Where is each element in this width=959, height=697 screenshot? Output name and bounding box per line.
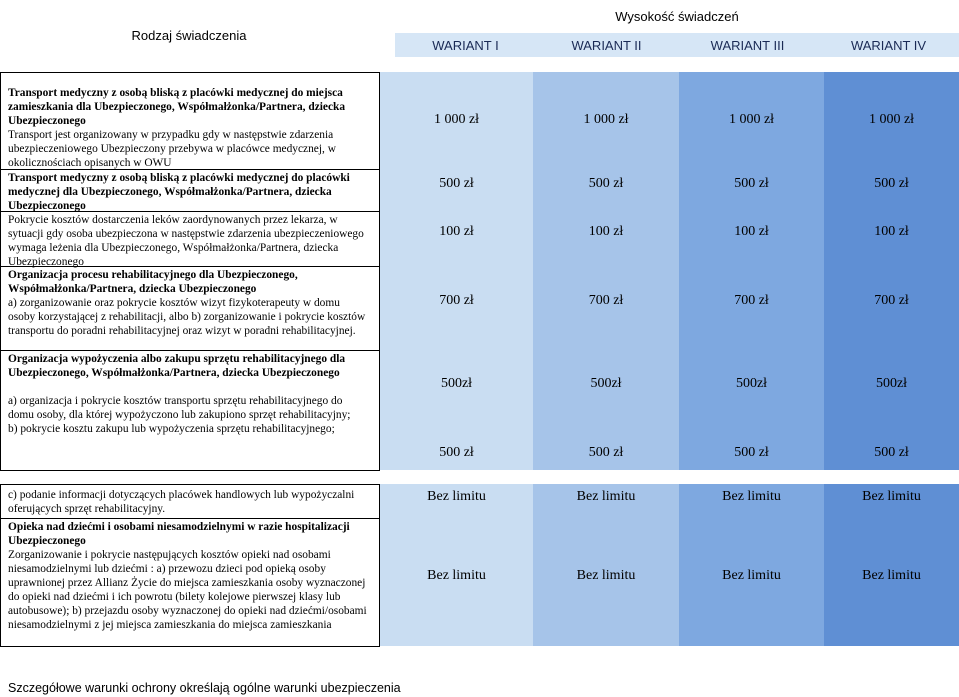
row-7-variant-4-value: Bez limitu [862,489,921,504]
row-5-variant-2-value: 500zł [590,376,622,391]
row-8-variant-3-value: Bez limitu [722,568,781,583]
row-3-variant-2-value: 100 zł [588,224,624,239]
row-5-variant-1-value: 500zł [440,376,473,391]
benefit-description: Zorganizowanie i pokrycie następujących kosztów opieki nad osobami niesamodzielnymi lub dziećmi : a) przewozu dzieci pod opieką osoby uprawnionej przez Allianz Życie do miejsca zamieszkania osoby wyznaczonej do opieki nad dziećmi i ich powrotu (bilety kolejowe pierwszej klasy lub autobusowe); b) przejazdu osoby wyznaczonej do opieki nad dziećmi/osobami niesamodzielnymi z jej miejsca zamieszkania do miejsca zamieszkania [8,549,367,631]
row-8-variant-4-value: Bez limitu [862,568,921,583]
row-1-variant-2-value: 1 000 zł [583,112,629,127]
row-4-variant-4-value: 700 zł [874,293,909,308]
row-8-variant-2-value: Bez limitu [576,568,636,583]
benefit-description: Transport jest organizowany w przypadku gdy w następstwie zdarzenia ubezpieczeniowego Ubezpieczony przebywa w placówce medycznej, w okolicznościach opisanych w OWU [8,129,336,169]
column-header-benefit-amount: Wysokość świadczeń [395,0,959,33]
row-1-variant-3-value: 1 000 zł [728,112,775,127]
row-7-variant-1-value: Bez limitu [427,489,486,504]
benefit-title: Transport medyczny z osobą bliską z placówki medycznej do placówki medycznej dla Ubezpieczonego, Współmałżonka/Partnera, dziecka Ubezpieczonego [8,172,350,212]
variant-3-column [679,72,824,646]
benefit-description: a) organizacja i pokrycie kosztów transportu sprzętu rehabilitacyjnego do domu osoby, dla której wypożyczono lub zakupiono sprzęt rehabilitacyjny; [8,395,351,421]
benefit-description: b) pokrycie kosztu zakupu lub wypożyczenia sprzętu rehabilitacyjnego; [8,423,335,435]
variant-header-bar [395,33,959,57]
benefit-title: Opieka nad dziećmi i osobami niesamodzielnymi w razie hospitalizacji Ubezpieczonego [8,521,350,547]
row-2-variant-3-value: 500 zł [734,176,769,191]
row-1-variant-1-value: 1 000 zł [433,112,480,127]
row-7-variant-2-value: Bez limitu [576,489,636,504]
benefit-row-3-text [8,213,368,269]
row-7-variant-3-value: Bez limitu [722,489,781,504]
variant-1-column [380,72,533,646]
variant-header-1: WARIANT I [432,37,499,53]
row-8-variant-1-value: Bez limitu [427,568,486,583]
benefit-row-8-text [8,520,368,632]
row-2-variant-2-value: 500 zł [588,176,624,191]
benefit-title: Transport medyczny z osobą bliską z placówki medycznej do miejsca zamieszkania dla Ubezpieczonego, Współmałżonka/Partnera, dziecka Ubezpieczonego [8,87,346,127]
benefit-title: Organizacja procesu rehabilitacyjnego dla Ubezpieczonego, Współmałżonka/Partnera, dziecka Ubezpieczonego [8,269,298,295]
variant-4-column [824,72,959,646]
row-5-variant-3-value: 500zł [735,376,768,391]
benefit-row-5-text [8,352,368,436]
row-4-variant-1-value: 700 zł [439,293,474,308]
row-4-variant-2-value: 700 zł [588,293,624,308]
benefit-title: Organizacja wypożyczenia albo zakupu sprzętu rehabilitacyjnego dla Ubezpieczonego, Współmałżonka/Partnera, dziecka Ubezpieczonego [8,353,346,379]
row-3-variant-1-value: 100 zł [439,224,474,239]
benefit-row-7-text [8,488,368,516]
row-1-variant-4-value: 1 000 zł [868,112,915,127]
benefit-row-2-text [8,171,368,213]
row-2-variant-4-value: 500 zł [874,176,909,191]
row-6-variant-3-value: 500 zł [734,445,769,460]
benefit-description: c) podanie informacji dotyczących placówek handlowych lub wypożyczalni oferujących sprzęt rehabilitacyjny. [8,489,355,515]
footer-note: Szczegółowe warunki ochrony określają ogólne warunki ubezpieczenia [8,681,401,695]
row-6-variant-4-value: 500 zł [874,445,909,460]
row-6-variant-2-value: 500 zł [588,445,624,460]
row-2-variant-1-value: 500 zł [439,176,474,191]
row-6-variant-1-value: 500 zł [439,445,474,460]
row-3-variant-4-value: 100 zł [874,224,909,239]
variant-header-2: WARIANT II [571,37,642,53]
row-5-variant-4-value: 500zł [875,376,908,391]
variant-header-3: WARIANT III [710,37,785,53]
variant-header-4: WARIANT IV [850,37,927,53]
benefit-description: a) zorganizowanie oraz pokrycie kosztów wizyt fizykoterapeuty w domu osoby korzystającej z rehabilitacji, albo b) zorganizowanie i pokrycie kosztów transportu do poradni rehabilitacyjnej oraz wizyt w poradni rehabilitacyjnej. [8,297,366,337]
column-header-benefit-type: Rodzaj świadczenia [131,27,247,43]
variant-2-column [533,72,679,646]
benefit-description: Pokrycie kosztów dostarczenia leków zaordynowanych przez lekarza, w sytuacji gdy osoba ubezpieczona w następstwie zdarzenia ubezpieczeniowego wymaga leżenia dla Ubezpieczonego, Współmałżonka/Partnera, dziecka Ubezpieczonego [8,214,364,268]
benefit-row-1-text [8,86,368,170]
benefit-row-4-text [8,268,368,338]
row-4-variant-3-value: 700 zł [734,293,769,308]
row-3-variant-3-value: 100 zł [734,224,769,239]
